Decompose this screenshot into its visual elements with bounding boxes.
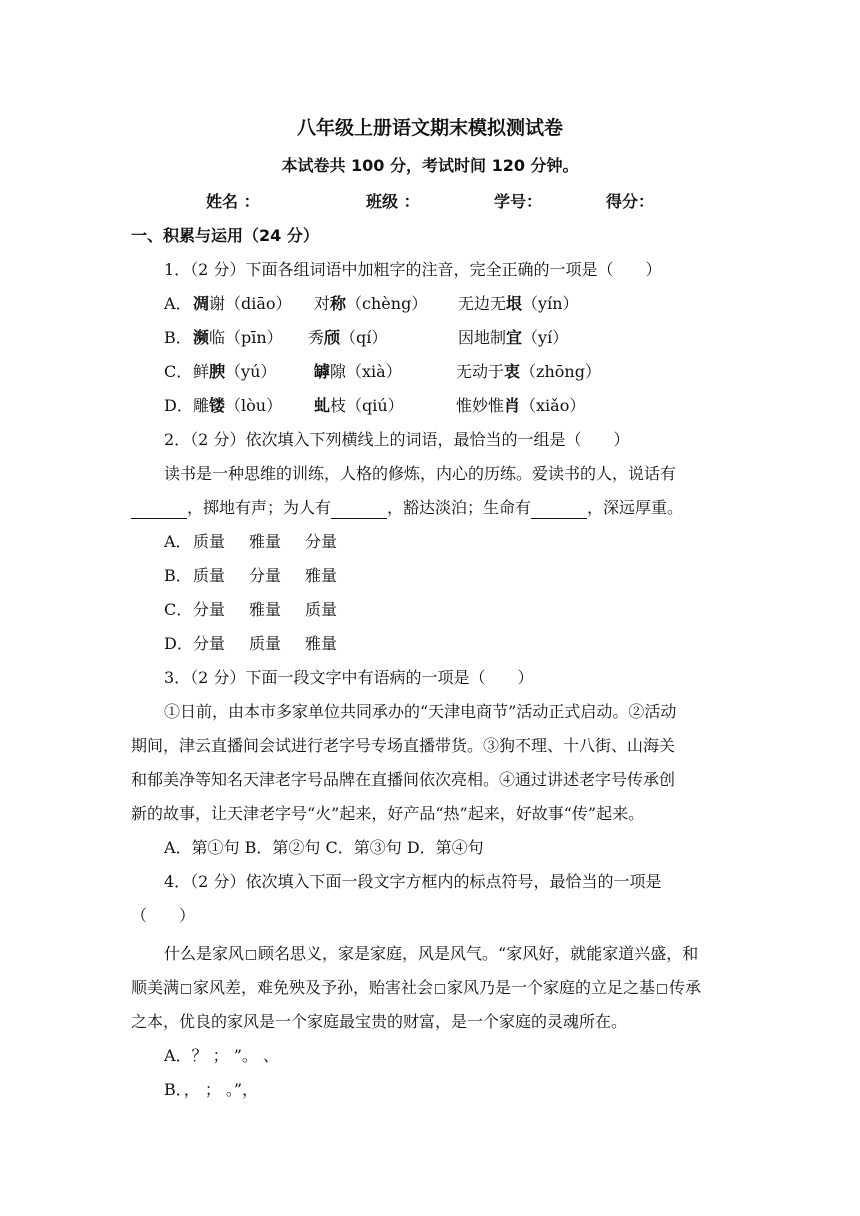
question-3-passage-line-2: 期间，津云直播间会试进行老字号专场直播带货。③狗不理、十八街、山海关	[131, 736, 676, 755]
option-label: A．	[164, 294, 192, 313]
punctuation-box-1[interactable]	[246, 950, 256, 960]
punctuation-box-4[interactable]	[657, 984, 667, 994]
q2-option-b-word-3: 雅量	[305, 566, 338, 585]
option-c-item-3: 无动于衷（zhōng）	[456, 362, 601, 381]
q4-option-b: B．， ； 。”，	[164, 1080, 259, 1099]
punctuation-box-2[interactable]	[181, 984, 191, 994]
name-field-label: 姓名 ：	[206, 192, 260, 211]
fill-blank-2[interactable]	[331, 500, 387, 519]
q2-option-c-word-2: 雅量	[249, 600, 282, 619]
q2-option-d-word-2: 质量	[249, 634, 282, 653]
question-3-passage-line-1: ①日前，由本市多家单位共同承办的“天津电商节”活动正式启动。②活动	[164, 702, 677, 721]
option-a-item-2: 对称（chèng）	[314, 294, 428, 313]
option-d: D．	[164, 396, 193, 415]
q2-option-a-word-1: 质量	[193, 532, 226, 551]
q2-option-b-word-1: 质量	[193, 566, 226, 585]
q4-option-a: A．？ ； ”。 、	[164, 1046, 279, 1065]
option-d-item-1: 雕镂（lòu）	[193, 396, 283, 415]
question-2-passage-line-2: ，掷地有声；为人有 ，豁达淡泊；生命有 ，深远厚重。	[131, 497, 683, 519]
exam-subtitle: 本试卷共 100 分，考试时间 120 分钟。	[281, 156, 579, 175]
option-c: C．	[164, 362, 193, 381]
q2-option-a: A．	[164, 532, 192, 551]
question-1-stem: 1．（2 分）下面各组词语中加粗字的注音，完全正确的一项是（ ）	[164, 260, 662, 279]
page-title: 八年级上册语文期末模拟测试卷	[296, 117, 563, 139]
q2-option-d-word-3: 雅量	[305, 634, 338, 653]
q2-option-d: D．	[164, 634, 193, 653]
option-c-item-1: 鲜腴（yú）	[193, 362, 277, 381]
option-a-item-1: 凋谢（diāo）	[193, 294, 292, 313]
question-4-passage-line-3: 之本，优良的家风是一个家庭最宝贵的财富，是一个家庭的灵魂所在。	[131, 1012, 628, 1031]
question-3-passage-line-4: 新的故事，让天津老字号“火”起来，好产品“热”起来，好故事“传”起来。	[131, 804, 645, 823]
q2-option-b-word-2: 分量	[249, 566, 282, 585]
option-d-item-2: 虬枝（qiú）	[314, 396, 404, 415]
question-4-stem-cont: （ ）	[131, 906, 196, 925]
q2-option-a-word-2: 雅量	[249, 532, 282, 551]
q2-option-c: C．	[164, 600, 193, 619]
option-d-item-3: 惟妙惟肖（xiǎo）	[456, 396, 586, 415]
option-b-item-2: 秀颀（qí）	[308, 328, 388, 347]
score-field-label: 得分：	[606, 192, 655, 211]
question-3-passage-line-3: 和郁美净等知名天津老字号品牌在直播间依次亮相。④通过讲述老字号传承创	[131, 770, 676, 789]
question-4-stem: 4．（2 分）依次填入下面一段文字方框内的标点符号，最恰当的一项是	[164, 872, 662, 891]
q2-option-c-word-1: 分量	[193, 600, 226, 619]
option-b-item-1: 濒临（pīn）	[193, 328, 283, 347]
class-field-label: 班级 ：	[366, 192, 420, 211]
option-b-item-3: 因地制宜（yí）	[458, 328, 569, 347]
option-c-item-2: 罅隙（xià）	[314, 362, 402, 381]
q2-option-c-word-3: 质量	[305, 600, 338, 619]
fill-blank-3[interactable]	[531, 500, 587, 519]
question-3-stem: 3．（2 分）下面一段文字中有语病的一项是（ ）	[164, 668, 534, 687]
option-a-item-3: 无边无垠（yín）	[458, 294, 579, 313]
section-heading: 一、积累与运用（24 分）	[131, 226, 319, 245]
number-field-label: 学号：	[494, 192, 543, 211]
question-2-passage-line-1: 读书是一种思维的训练，人格的修炼，内心的历练。爱读书的人，说话有	[164, 464, 677, 483]
option-a	[164, 293, 192, 315]
question-3-options: A．第①句 B．第②句 C．第③句 D．第④句	[164, 838, 484, 857]
question-4-passage-line-1: 什么是家风 顾名思义，家是家庭，风是风气。“家风好，就能家道兴盛，和	[164, 944, 699, 963]
question-4-passage-line-2: 顺美满 家风差，难免殃及予孙，贻害社会 家风乃是一个家庭的立足之基 传承	[131, 978, 702, 997]
q2-option-d-word-1: 分量	[193, 634, 226, 653]
option-b: B．	[164, 328, 192, 347]
fill-blank-1[interactable]	[131, 500, 187, 519]
q2-option-b: B．	[164, 566, 192, 585]
punctuation-box-3[interactable]	[435, 984, 445, 994]
q2-option-a-word-3: 分量	[305, 532, 338, 551]
question-2-stem: 2．（2 分）依次填入下列横线上的词语，最恰当的一组是（ ）	[164, 430, 630, 449]
